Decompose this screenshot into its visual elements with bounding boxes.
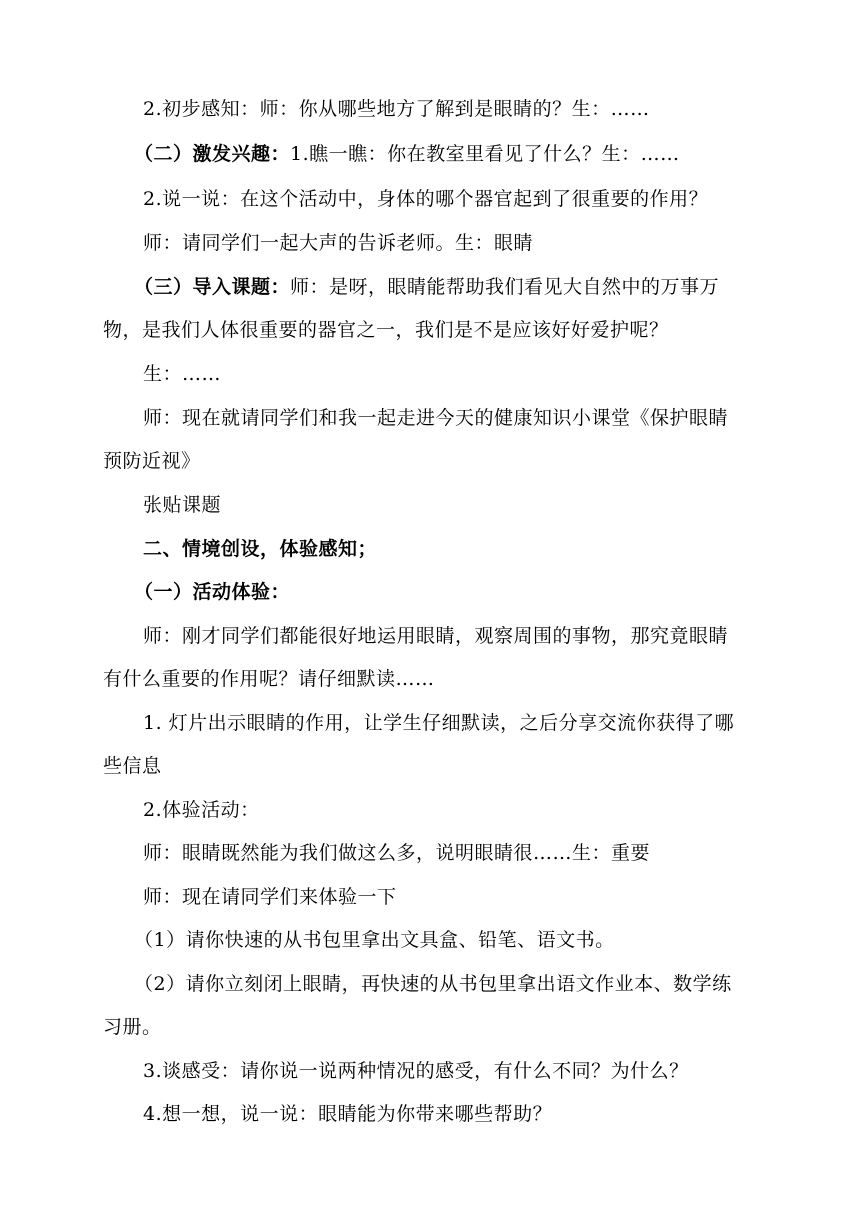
list-item-2: （2）请你立刻闭上眼睛，再快速的从书包里拿出语文作业本、数学练: [134, 973, 732, 995]
para-continuation: 物，是我们人体很重要的器官之一，我们是不是应该好好爱护呢？: [103, 319, 669, 341]
list-item-1: （1）请你快速的从书包里拿出文具盒、铅笔、语文书。: [134, 929, 615, 951]
para-teacher-intro: 师：刚才同学们都能很好地运用眼睛，观察周围的事物，那究竟眼睛: [143, 625, 729, 647]
para-teacher-eyes: 师：眼睛既然能为我们做这么多，说明眼睛很……生：重要: [143, 842, 651, 864]
para-student: 生：……: [143, 363, 222, 385]
para-continuation: 习册。: [103, 1016, 162, 1038]
para-continuation: 预防近视》: [103, 450, 201, 472]
para-say-one: 2.说一说：在这个活动中，身体的哪个器官起到了很重要的作用？: [143, 188, 709, 210]
para-teacher-ask: 师：请同学们一起大声的告诉老师。生：眼睛: [143, 232, 534, 254]
para-slide-show: 1. 灯片出示眼睛的作用，让学生仔细默读，之后分享交流你获得了哪: [143, 712, 735, 734]
subsection-heading-activity: （一）活动体验：: [134, 581, 291, 603]
para-talk-feelings: 3.谈感受：请你说一说两种情况的感受，有什么不同？为什么？: [143, 1060, 689, 1082]
section-heading-stimulate-interest: （二）激发兴趣：1.瞧一瞧：你在教室里看见了什么？生：……: [134, 143, 680, 165]
para-post-topic: 张贴课题: [143, 494, 222, 516]
para-initial-perception: 2.初步感知：师：你从哪些地方了解到是眼睛的？生：……: [143, 98, 650, 120]
section-heading-introduce-topic: （三）导入课题：师：是呀，眼睛能帮助我们看见大自然中的万事万: [134, 276, 720, 298]
para-continuation: 些信息: [103, 755, 162, 777]
para-teacher-experience: 师：现在请同学们来体验一下: [143, 886, 397, 908]
para-think-say: 4.想一想，说一说：眼睛能为你带来哪些帮助？: [143, 1103, 553, 1125]
para-continuation: 有什么重要的作用呢？请仔细默读……: [103, 668, 435, 690]
para-enter-class: 师：现在就请同学们和我一起走进今天的健康知识小课堂《保护眼睛: [143, 407, 729, 429]
para-experience-activity: 2.体验活动：: [143, 799, 260, 821]
section-heading-scenario: 二、情境创设，体验感知；: [143, 538, 378, 560]
